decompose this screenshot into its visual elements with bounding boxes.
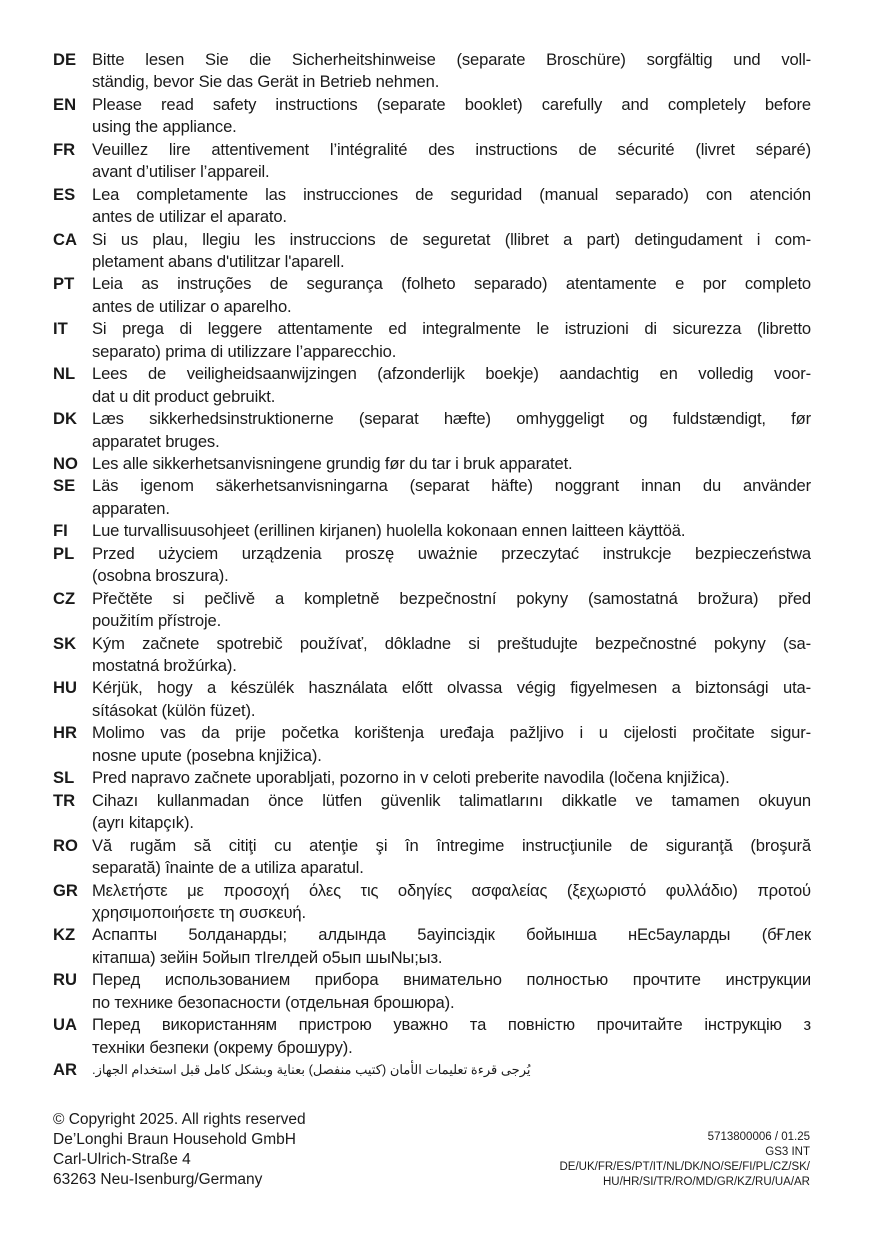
notice-line: Аспапты 5олданарды; алдында 5ауiпсiздiк бойынша нЕс5ауларды (бҒлек bbox=[92, 925, 811, 945]
notice-hu bbox=[53, 677, 811, 722]
notice-line: Перед використанням пристрою уважно та повністю прочитайте інструкцію з bbox=[92, 1015, 811, 1035]
language-code: SK bbox=[53, 633, 77, 653]
notice-fi bbox=[53, 520, 811, 542]
language-code: IT bbox=[53, 319, 68, 339]
notice-line: sításokat (külön füzet). bbox=[92, 700, 256, 720]
language-code: FI bbox=[53, 521, 68, 541]
language-code: NO bbox=[53, 454, 78, 474]
notice-line: кiтапша) зейiн 5ойып тIгелдей о5ып шыNы;ыз. bbox=[92, 947, 443, 967]
notice-text bbox=[92, 1059, 811, 1081]
notice-line: Veuillez lire attentivement l’intégralité des instructions de sécurité (livret séparé) bbox=[92, 139, 811, 159]
safety-notice-list bbox=[53, 49, 811, 1082]
notice-text bbox=[92, 767, 811, 789]
model-code: GS3 INT bbox=[765, 1146, 810, 1158]
notice-line: Přečtěte si pečlivě a kompletně bezpečnostní pokyny (samostatná brožura) před bbox=[92, 588, 811, 608]
notice-ar bbox=[53, 1059, 811, 1081]
language-code: TR bbox=[53, 790, 76, 810]
notice-nl bbox=[53, 363, 811, 408]
notice-hr bbox=[53, 722, 811, 767]
language-code: RU bbox=[53, 970, 77, 990]
notice-line: Vă rugăm să citiţi cu atenţie şi în întregime instrucţiunile de siguranţă (broşură bbox=[92, 835, 811, 855]
language-code: CA bbox=[53, 229, 77, 249]
notice-line: avant d’utiliser l’appareil. bbox=[92, 162, 270, 182]
notice-text bbox=[92, 677, 811, 722]
notice-line: (osobna broszura). bbox=[92, 566, 229, 586]
notice-line: Please read safety instructions (separate booklet) carefully and completely before bbox=[92, 94, 811, 114]
notice-kz bbox=[53, 924, 811, 969]
notice-text bbox=[92, 633, 811, 678]
notice-line: Les alle sikkerhetsanvisningene grundig før du tar i bruk apparatet. bbox=[92, 454, 573, 474]
city-address: 63263 Neu-Isenburg/Germany bbox=[53, 1171, 263, 1188]
notice-sl bbox=[53, 767, 811, 789]
notice-ru bbox=[53, 969, 811, 1014]
notice-line: Lue turvallisuusohjeet (erillinen kirjanen) huolella kokonaan ennen laitteen käyttöä. bbox=[92, 521, 686, 541]
notice-text bbox=[92, 722, 811, 767]
language-code: HR bbox=[53, 723, 77, 743]
document-number: 5713800006 / 01.25 bbox=[707, 1131, 810, 1143]
notice-es bbox=[53, 184, 811, 229]
notice-text bbox=[92, 184, 811, 229]
notice-text bbox=[92, 880, 811, 925]
language-codes-1: DE/UK/FR/ES/PT/IT/NL/DK/NO/SE/FI/PL/CZ/SK/ bbox=[559, 1161, 810, 1173]
copyright-line: © Copyright 2025. All rights reserved bbox=[53, 1111, 306, 1128]
notice-it bbox=[53, 318, 811, 363]
notice-text bbox=[92, 924, 811, 969]
company-name: De’Longhi Braun Household GmbH bbox=[53, 1131, 296, 1148]
notice-text bbox=[92, 543, 811, 588]
notice-line: (ayrı kitapçık). bbox=[92, 813, 194, 833]
notice-line: apparaten. bbox=[92, 498, 170, 518]
notice-line: يُرجى قرءة تعليمات الأمان (كتيب منفصل) بعناية وبشكل كامل قبل استخدام الجهاز. bbox=[92, 1062, 531, 1078]
language-code: FR bbox=[53, 139, 76, 159]
notice-line: apparatet bruges. bbox=[92, 431, 220, 451]
language-code: DE bbox=[53, 50, 77, 69]
notice-line: Pred napravo začnete uporabljati, pozorno in v celoti preberite navodila (ločena knjižica). bbox=[92, 768, 730, 788]
notice-text bbox=[92, 408, 811, 453]
notice-line: Molimo vas da prije početka korištenja uređaja pažljivo i u cijelosti pročitate sigur- bbox=[92, 723, 811, 743]
notice-text bbox=[92, 453, 811, 475]
language-code: SL bbox=[53, 768, 75, 788]
notice-ro bbox=[53, 835, 811, 880]
language-code: GR bbox=[53, 880, 78, 900]
notice-text bbox=[92, 520, 811, 542]
notice-en bbox=[53, 94, 811, 139]
notice-line: техніки безпеки (окрему брошуру). bbox=[92, 1037, 353, 1057]
notice-line: antes de utilizar el aparato. bbox=[92, 207, 287, 227]
notice-line: по технике безопасности (отдельная брошюра). bbox=[92, 992, 455, 1012]
language-code: KZ bbox=[53, 925, 76, 945]
language-code: RO bbox=[53, 835, 78, 855]
notice-text bbox=[92, 1014, 811, 1059]
language-code: CZ bbox=[53, 588, 76, 608]
language-code: DK bbox=[53, 409, 77, 429]
notice-gr bbox=[53, 880, 811, 925]
notice-line: Kým začnete spotrebič používať, dôkladne si preštudujte bezpečnostné pokyny (sa- bbox=[92, 633, 811, 653]
notice-line: Μελετήστε με προσοχή όλες τις οδηγίες ασφαλείας (ξεχωριστό φυλλάδιο) προτού bbox=[92, 880, 811, 900]
notice-line: Перед использованием прибора внимательно полностью прочтите инструкции bbox=[92, 970, 811, 990]
notice-line: dat u dit product gebruikt. bbox=[92, 386, 276, 406]
notice-text bbox=[92, 139, 811, 184]
notice-line: Läs igenom säkerhetsanvisningarna (separat häfte) noggrant innan du använder bbox=[92, 476, 811, 496]
notice-text bbox=[92, 363, 811, 408]
language-code: EN bbox=[53, 94, 77, 114]
notice-text bbox=[92, 273, 811, 318]
notice-pt bbox=[53, 273, 811, 318]
notice-se bbox=[53, 475, 811, 520]
notice-sk bbox=[53, 633, 811, 678]
notice-dk bbox=[53, 408, 811, 453]
language-code: PL bbox=[53, 543, 75, 563]
notice-line: separato) prima di utilizzare l’apparecchio. bbox=[92, 341, 397, 361]
notice-no bbox=[53, 453, 811, 475]
notice-text bbox=[92, 318, 811, 363]
notice-line: separată) înainte de a utiliza aparatul. bbox=[92, 858, 364, 878]
language-codes-2: HU/HR/SI/TR/RO/MD/GR/KZ/RU/UA/AR bbox=[602, 1176, 810, 1188]
notice-line: Przed użyciem urządzenia proszę uważnie przeczytać instrukcje bezpieczeństwa bbox=[92, 543, 811, 563]
notice-line: Cihazı kullanmadan önce lütfen güvenlik talimatlarını dikkatle ve tamamen okuyun bbox=[92, 790, 811, 810]
notice-line: using the appliance. bbox=[92, 117, 237, 137]
notice-text bbox=[92, 49, 811, 94]
language-code: ES bbox=[53, 184, 76, 204]
notice-line: Lees de veiligheidsaanwijzingen (afzonderlijk boekje) aandachtig en volledig voor- bbox=[92, 364, 811, 384]
notice-line: Leia as instruções de segurança (folheto separado) atentamente e por completo bbox=[92, 274, 811, 294]
language-code: NL bbox=[53, 364, 76, 384]
copyright-address bbox=[53, 1110, 306, 1190]
notice-line: Kérjük, hogy a készülék használata előtt olvassa végig figyelmesen a biztonsági uta- bbox=[92, 678, 811, 698]
notice-text bbox=[92, 475, 811, 520]
language-code: AR bbox=[53, 1060, 77, 1080]
language-code: SE bbox=[53, 476, 76, 496]
notice-line: nosne upute (posebna knjižica). bbox=[92, 745, 322, 765]
notice-text bbox=[92, 588, 811, 633]
notice-fr bbox=[53, 139, 811, 184]
notice-line: pletament abans d'utilitzar l'aparell. bbox=[92, 252, 345, 271]
notice-ua bbox=[53, 1014, 811, 1059]
language-code: PT bbox=[53, 274, 75, 294]
notice-text bbox=[92, 229, 811, 274]
notice-line: ständig, bevor Sie das Gerät in Betrieb nehmen. bbox=[92, 72, 440, 92]
notice-text bbox=[92, 969, 811, 1014]
notice-line: Lea completamente las instrucciones de seguridad (manual separado) con atención bbox=[92, 184, 811, 204]
notice-cz bbox=[53, 588, 811, 633]
notice-ca bbox=[53, 229, 811, 274]
notice-tr bbox=[53, 790, 811, 835]
notice-text bbox=[92, 835, 811, 880]
notice-pl bbox=[53, 543, 811, 588]
notice-line: Bitte lesen Sie die Sicherheitshinweise (separate Broschüre) sorgfältig und voll- bbox=[92, 50, 811, 69]
notice-line: Læs sikkerhedsinstruktionerne (separat hæfte) omhyggeligt og fuldstændigt, før bbox=[92, 409, 811, 429]
notice-text bbox=[92, 94, 811, 139]
street-address: Carl-Ulrich-Straße 4 bbox=[53, 1151, 191, 1168]
notice-line: Si us plau, llegiu les instruccions de seguretat (llibret a part) detingudament i com- bbox=[92, 229, 811, 249]
notice-line: Si prega di leggere attentamente ed integralmente le istruzioni di sicurezza (libretto bbox=[92, 319, 811, 339]
notice-line: antes de utilizar o aparelho. bbox=[92, 296, 292, 316]
document-codes bbox=[560, 1130, 811, 1190]
notice-line: χρησιμοποιήσετε τη συσκευή. bbox=[92, 902, 306, 922]
notice-line: mostatná brožúrka). bbox=[92, 656, 237, 676]
notice-line: použitím přístroje. bbox=[92, 611, 222, 631]
notice-text bbox=[92, 790, 811, 835]
language-code: HU bbox=[53, 678, 77, 698]
notice-de bbox=[53, 49, 811, 94]
language-code: UA bbox=[53, 1015, 77, 1035]
